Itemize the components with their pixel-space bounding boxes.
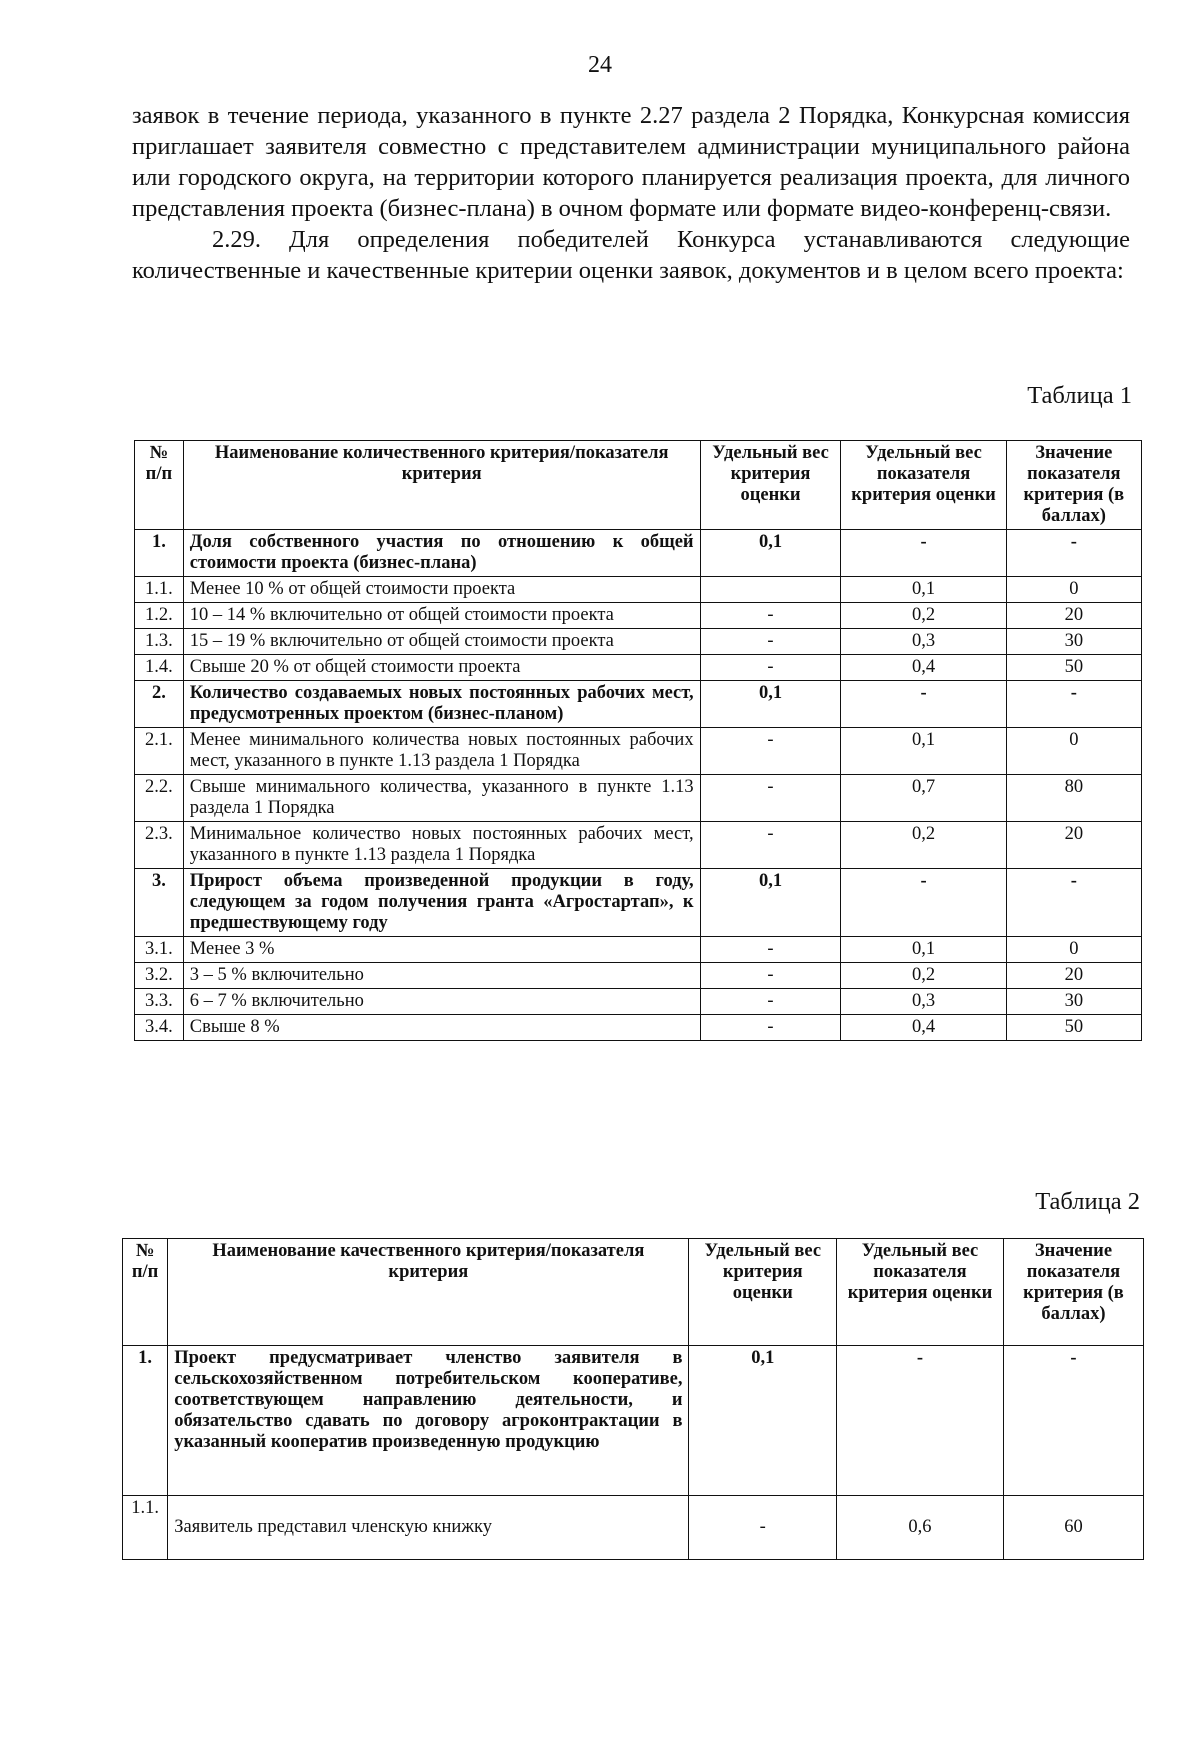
header-num: № п/п [123, 1239, 168, 1346]
row-weight: - [700, 822, 841, 869]
row-indicator-weight: 0,1 [841, 577, 1006, 603]
row-name: Прирост объема произведенной продукции в году, следующем за годом получения гранта «Агростартап», к предшествующему году [183, 869, 700, 937]
row-name: 10 – 14 % включительно от общей стоимости проекта [183, 603, 700, 629]
header-num: № п/п [135, 441, 184, 530]
row-indicator-weight: 0,1 [841, 728, 1006, 775]
row-score: 20 [1006, 963, 1141, 989]
row-weight: 0,1 [700, 869, 841, 937]
row-score: 20 [1006, 603, 1141, 629]
row-num: 1.2. [135, 603, 184, 629]
table-row [135, 655, 1142, 681]
row-name: 15 – 19 % включительно от общей стоимости проекта [183, 629, 700, 655]
table-row [135, 869, 1142, 937]
table-body [123, 1346, 1144, 1560]
table1-caption: Таблица 1 [1027, 382, 1132, 409]
header-weight: Удельный вес критерия оценки [689, 1239, 837, 1346]
row-weight: - [700, 728, 841, 775]
table-row [135, 822, 1142, 869]
row-num: 2.3. [135, 822, 184, 869]
row-score: 0 [1006, 937, 1141, 963]
header-name: Наименование качественного критерия/показателя критерия [168, 1239, 689, 1346]
header-indicator-weight: Удельный вес показателя критерия оценки [841, 441, 1006, 530]
row-num: 1.1. [123, 1496, 168, 1560]
row-indicator-weight: 0,6 [837, 1496, 1004, 1560]
row-score: 30 [1006, 629, 1141, 655]
table-row [135, 728, 1142, 775]
row-weight: - [700, 963, 841, 989]
table-row [135, 963, 1142, 989]
row-score: - [1006, 530, 1141, 577]
table-body [135, 530, 1142, 1041]
row-name: 6 – 7 % включительно [183, 989, 700, 1015]
row-weight: - [700, 655, 841, 681]
row-score: 20 [1006, 822, 1141, 869]
row-name: Минимальное количество новых постоянных рабочих мест, указанного в пункте 1.13 раздела 1 Порядка [183, 822, 700, 869]
row-name: Свыше 20 % от общей стоимости проекта [183, 655, 700, 681]
table-row [135, 937, 1142, 963]
row-num: 1.4. [135, 655, 184, 681]
row-indicator-weight: 0,2 [841, 963, 1006, 989]
row-name: Проект предусматривает членство заявителя в сельскохозяйственном потребительском кооперативе, соответствующем направлению деятельности, и обязательство сдавать по договору агроконтрактации в указанный кооператив произведенную продукцию [168, 1346, 689, 1496]
header-score: Значение показателя критерия (в баллах) [1006, 441, 1141, 530]
row-indicator-weight: 0,2 [841, 822, 1006, 869]
row-score: 0 [1006, 728, 1141, 775]
row-weight: - [700, 603, 841, 629]
table-row [135, 989, 1142, 1015]
header-score: Значение показателя критерия (в баллах) [1003, 1239, 1143, 1346]
table-row [135, 775, 1142, 822]
row-name: Доля собственного участия по отношению к общей стоимости проекта (бизнес-плана) [183, 530, 700, 577]
table-row [135, 577, 1142, 603]
row-indicator-weight: 0,7 [841, 775, 1006, 822]
table-header-row [123, 1239, 1144, 1346]
quantitative-criteria-table [134, 440, 1142, 1041]
row-indicator-weight: 0,3 [841, 629, 1006, 655]
row-weight: - [700, 629, 841, 655]
page-number: 24 [588, 52, 612, 78]
row-num: 3.3. [135, 989, 184, 1015]
row-score: 0 [1006, 577, 1141, 603]
row-num: 1.3. [135, 629, 184, 655]
row-name: Менее минимального количества новых постоянных рабочих мест, указанного в пункте 1.13 раздела 1 Порядка [183, 728, 700, 775]
table-row [135, 629, 1142, 655]
row-score: - [1003, 1346, 1143, 1496]
row-name: Менее 3 % [183, 937, 700, 963]
row-indicator-weight: 0,3 [841, 989, 1006, 1015]
row-indicator-weight: 0,2 [841, 603, 1006, 629]
row-num: 3. [135, 869, 184, 937]
table-row [135, 603, 1142, 629]
row-name: 3 – 5 % включительно [183, 963, 700, 989]
row-num: 1.1. [135, 577, 184, 603]
row-weight: 0,1 [700, 681, 841, 728]
row-weight: 0,1 [689, 1346, 837, 1496]
header-indicator-weight: Удельный вес показателя критерия оценки [837, 1239, 1004, 1346]
row-num: 1. [135, 530, 184, 577]
header-weight: Удельный вес критерия оценки [700, 441, 841, 530]
row-indicator-weight: - [841, 869, 1006, 937]
row-indicator-weight: 0,4 [841, 1015, 1006, 1041]
row-weight: - [700, 1015, 841, 1041]
row-name: Свыше минимального количества, указанного в пункте 1.13 раздела 1 Порядка [183, 775, 700, 822]
paragraph: 2.29. Для определения победителей Конкурса устанавливаются следующие количественные и качественные критерии оценки заявок, документов и в целом всего проекта: [132, 226, 1130, 284]
qualitative-criteria-table [122, 1238, 1144, 1560]
row-score: - [1006, 681, 1141, 728]
row-score: 50 [1006, 655, 1141, 681]
row-weight: 0,1 [700, 530, 841, 577]
row-score: 60 [1003, 1496, 1143, 1560]
table-row [123, 1346, 1144, 1496]
row-weight: - [700, 937, 841, 963]
body-text [132, 100, 1130, 286]
row-score: 50 [1006, 1015, 1141, 1041]
table-row [135, 681, 1142, 728]
row-score: 30 [1006, 989, 1141, 1015]
row-weight: - [700, 989, 841, 1015]
table-row [123, 1496, 1144, 1560]
row-indicator-weight: - [841, 681, 1006, 728]
row-num: 3.4. [135, 1015, 184, 1041]
row-name: Количество создаваемых новых постоянных рабочих мест, предусмотренных проектом (бизнес-планом) [183, 681, 700, 728]
row-num: 2.1. [135, 728, 184, 775]
row-num: 3.2. [135, 963, 184, 989]
row-name: Свыше 8 % [183, 1015, 700, 1041]
row-indicator-weight: 0,1 [841, 937, 1006, 963]
row-weight [700, 577, 841, 603]
row-num: 3.1. [135, 937, 184, 963]
row-name: Заявитель представил членскую книжку [168, 1496, 689, 1560]
row-indicator-weight: - [837, 1346, 1004, 1496]
row-num: 1. [123, 1346, 168, 1496]
row-indicator-weight: - [841, 530, 1006, 577]
row-num: 2. [135, 681, 184, 728]
row-weight: - [700, 775, 841, 822]
row-score: 80 [1006, 775, 1141, 822]
row-weight: - [689, 1496, 837, 1560]
table2-caption: Таблица 2 [1035, 1188, 1140, 1215]
row-score: - [1006, 869, 1141, 937]
header-name: Наименование количественного критерия/показателя критерия [183, 441, 700, 530]
table-row [135, 1015, 1142, 1041]
table-row [135, 530, 1142, 577]
row-indicator-weight: 0,4 [841, 655, 1006, 681]
row-num: 2.2. [135, 775, 184, 822]
row-name: Менее 10 % от общей стоимости проекта [183, 577, 700, 603]
table-header-row [135, 441, 1142, 530]
paragraph: заявок в течение периода, указанного в пункте 2.27 раздела 2 Порядка, Конкурсная комиссия приглашает заявителя совместно с представителем администрации муниципального района или городского округа, на территории которого планируется реализация проекта, для личного представления проекта (бизнес-плана) в очном формате или формате видео-конференц-связи. [132, 102, 1130, 222]
